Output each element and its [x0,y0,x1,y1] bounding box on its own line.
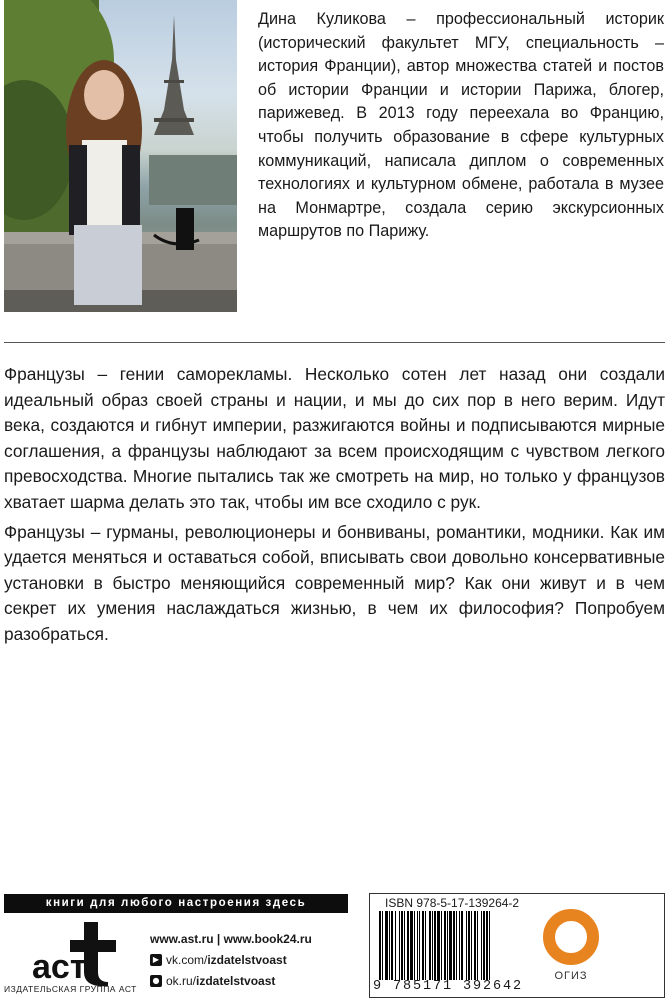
barcode-bar [410,911,413,980]
ast-logo [12,920,127,990]
barcode-bar [434,911,436,980]
barcode-bar [432,911,433,980]
barcode-bar [382,911,383,980]
websites[interactable]: www.ast.ru | www.book24.ru [150,931,312,946]
barcode-bar [391,911,393,980]
barcode-bar [425,911,426,980]
barcode-bar [417,911,418,980]
barcode-bar [419,911,420,980]
ok-link[interactable] [150,970,360,991]
barcode-bar [389,911,390,980]
barcode-bar [481,911,482,980]
barcode-bar [379,911,381,980]
barcode-bar [447,911,448,980]
barcode [377,911,537,980]
barcode-bar [385,911,388,980]
ean-number: 9 785171 392642 [373,979,524,994]
barcode-bar [401,911,403,980]
barcode-bar [477,911,478,980]
author-photo [4,0,237,312]
barcode-bar [441,911,442,980]
barcode-bar [429,911,431,980]
vk-icon: ▶ [150,954,162,966]
publisher-links [150,928,360,991]
barcode-bar [414,911,415,980]
ogiz-logo-icon [541,907,601,967]
slogan-banner: книги для любого настроения здесь [4,894,348,913]
ok-handle: izdatelstvoast [196,973,276,988]
ok-icon: ● [150,975,162,987]
barcode-bar [399,911,400,980]
publisher-caption: ИЗДАТЕЛЬСКАЯ ГРУППА АСТ [4,984,137,994]
ok-prefix: ok.ru/ [166,973,197,988]
description-paragraph: Французы – гурманы, революционеры и бонвиваны, романтики, модники. Как им удается меняться и оставаться собой, вписывать свои довольно консервативные установки в быстро меняющийся современный мир? Как они живут и в чем секрет их умения наслаждаться жизнью, в чем их философия? Попробуем разобраться. [4,521,665,644]
isbn-label: ISBN 978-5-17-139264-2 [385,896,520,910]
barcode-bar [404,911,405,980]
barcode-bar [449,911,452,980]
barcode-bar [468,911,470,980]
book-description [4,362,665,652]
description-paragraph: Французы – гении саморекламы. Несколько сотен лет назад они создали идеальный образ своей страны и нации, и мы до сих пор в него верим. Идут века, создаются и гибнут империи, разжигаются войны и подписываются мирные соглашения, а французы наблюдают за всем происходящим с чувством легкого превосходства. Многие пытались так же смотреть на мир, но только у французов хватает шарма делать это так, чтобы им все сходило с рук. [4,364,665,512]
ast-logo-text: аст [32,948,87,986]
barcode-bar [453,911,455,980]
divider [4,342,665,343]
barcode-bar [444,911,446,980]
barcode-bar [471,911,472,980]
barcode-bar [422,911,424,980]
barcode-bar [474,911,476,980]
barcode-bar [407,911,409,980]
barcode-bar [395,911,396,980]
barcode-bar [459,911,460,980]
barcode-bar [486,911,488,980]
vk-handle: izdatelstvoast [207,952,287,967]
barcode-bar [483,911,485,980]
barcode-bar [437,911,440,980]
ogiz-imprint: ОГИЗ [554,970,588,982]
barcode-bar [466,911,467,980]
barcode-bar [456,911,457,980]
author-bio: Дина Куликова – профессиональный историк (исторический факультет МГУ, специальность – история Франции), автор множества статей и постов об истории Франции и истории Парижа, блогер, парижевед. В 2013 году переехала во Францию, чтобы получить образование в сфере культурных коммуникаций, написала диплом о современных технологиях и культурном обмене, работала в музее на Монмартре, создала серию экскурсионных маршрутов по Парижу. [258,10,664,241]
barcode-bar [489,911,490,980]
barcode-bar [461,911,463,980]
vk-prefix: vk.com/ [166,952,208,967]
vk-link[interactable] [150,949,360,970]
